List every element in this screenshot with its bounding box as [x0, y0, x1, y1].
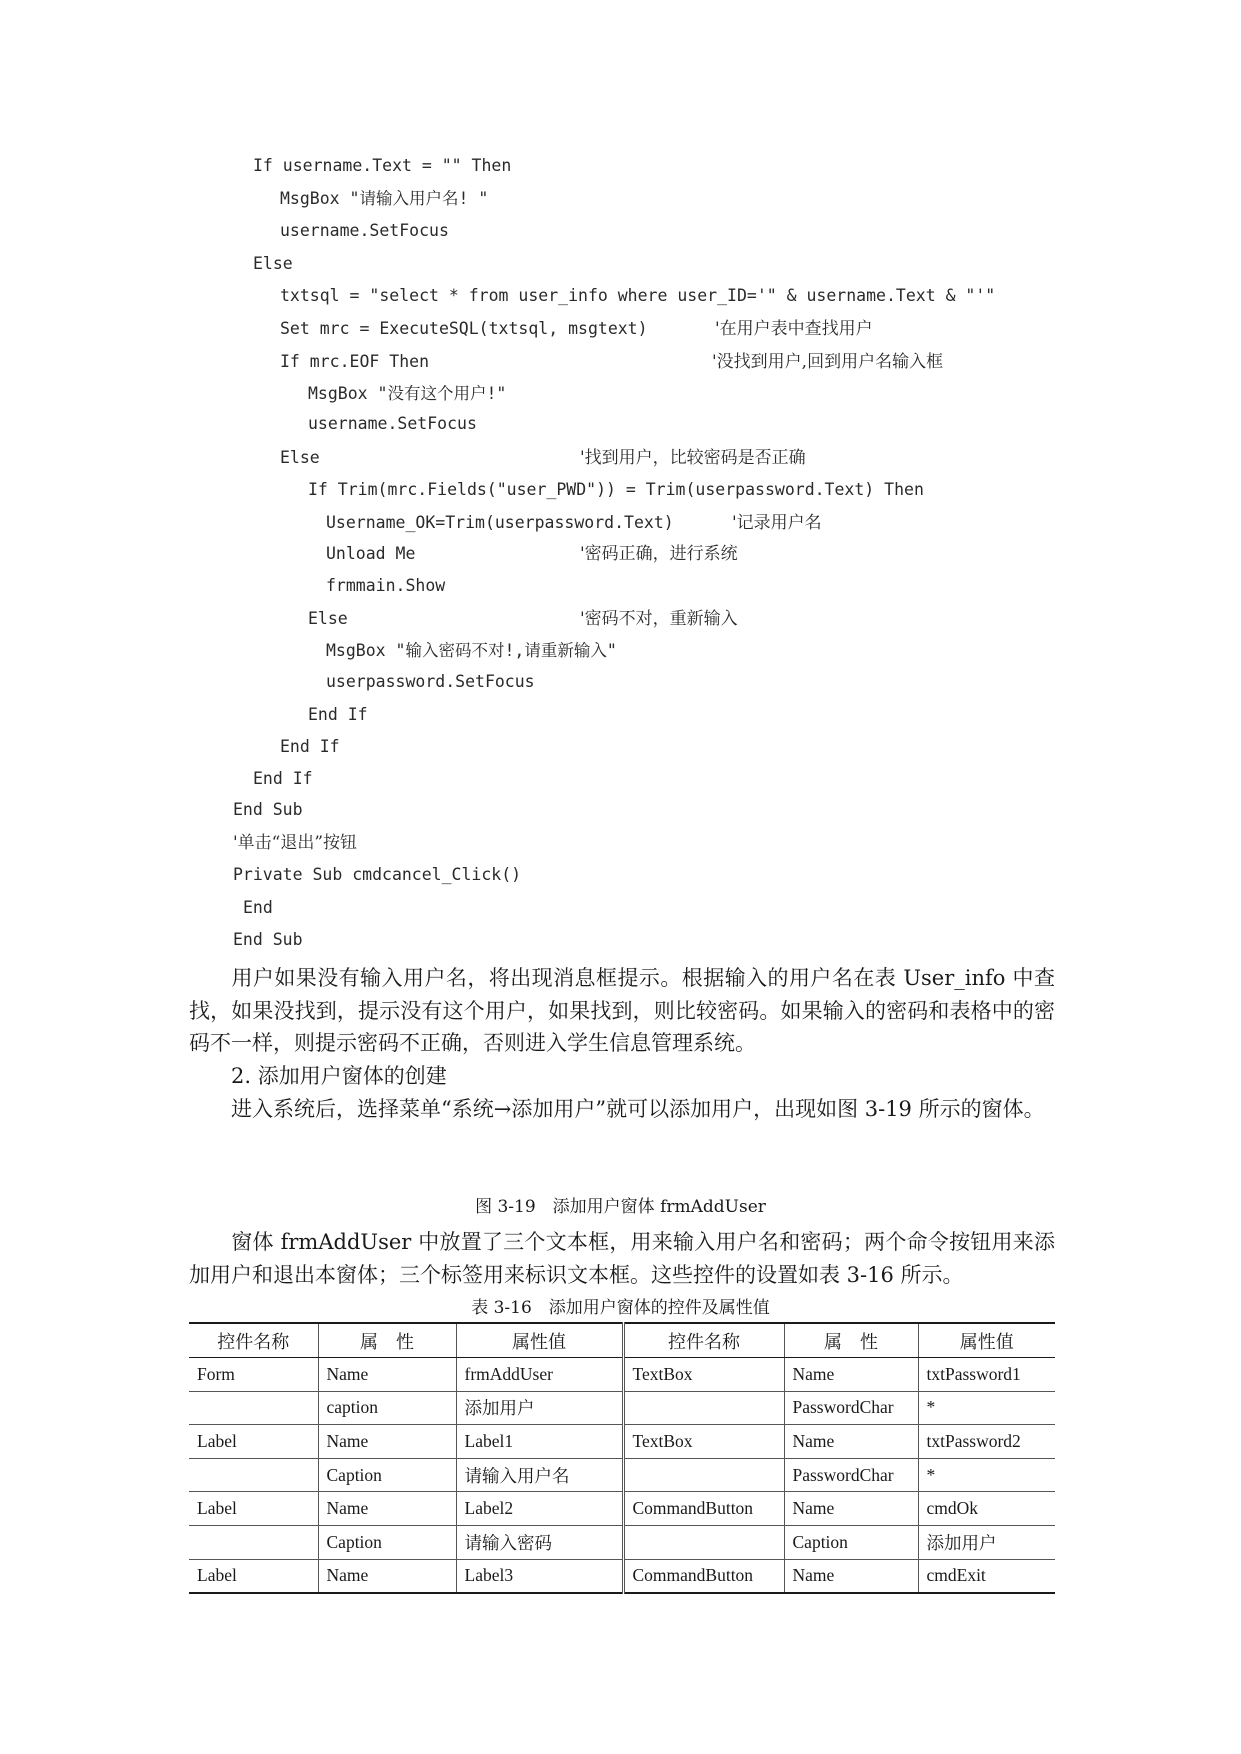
code-text: username.SetFocus	[308, 414, 477, 433]
cell-property-2: Name	[784, 1559, 918, 1593]
code-line	[308, 477, 924, 503]
cell-control-name-2: TextBox	[623, 1358, 784, 1392]
code-text: End If	[253, 769, 313, 788]
code-comment	[732, 510, 822, 536]
paragraph-login-explanation	[189, 962, 1055, 1060]
code-comment-text: '找到用户，比较密码是否正确	[580, 448, 806, 468]
code-text: MsgBox "请输入用户名! "	[280, 189, 489, 208]
cell-property-2: Caption	[784, 1525, 918, 1559]
cell-control-name	[189, 1525, 318, 1559]
code-line	[280, 349, 429, 375]
cell-control-name	[189, 1391, 318, 1425]
cell-property: caption	[318, 1391, 456, 1425]
paragraph-text: 窗体 frmAddUser 中放置了三个文本框，用来输入用户名和密码；两个命令按钮用来添加用户和退出本窗体；三个标签用来标识文本框。这些控件的设置如表 3-16 所示。	[189, 1230, 1055, 1287]
code-comment-text: '没找到用户,回到用户名输入框	[712, 352, 944, 372]
cell-property-value: Label3	[456, 1559, 623, 1593]
cell-property-value: Label1	[456, 1425, 623, 1459]
code-text: If mrc.EOF Then	[280, 352, 430, 371]
code-text: userpassword.SetFocus	[326, 672, 535, 691]
cell-property-value: frmAddUser	[456, 1358, 623, 1392]
cell-property-2: PasswordChar	[784, 1391, 918, 1425]
code-comment-text: '在用户表中查找用户	[715, 319, 873, 339]
header-control-name-2: 控件名称	[623, 1323, 784, 1358]
header-control-name: 控件名称	[189, 1323, 318, 1358]
cell-property-value-2: cmdOk	[918, 1492, 1055, 1526]
cell-control-name: Label	[189, 1492, 318, 1526]
cell-property: Caption	[318, 1458, 456, 1492]
code-comment	[580, 445, 806, 471]
code-comment-text: '密码不对，重新输入	[580, 609, 738, 629]
code-text: End If	[308, 705, 368, 724]
code-line	[233, 927, 303, 953]
header-property-value: 属性值	[456, 1323, 623, 1358]
cell-property-value: 请输入用户名	[456, 1458, 623, 1492]
code-comment	[580, 541, 738, 567]
code-line	[326, 638, 617, 664]
cell-property-value-2: *	[918, 1391, 1055, 1425]
cell-property: Name	[318, 1358, 456, 1392]
cell-property-value-2: *	[918, 1458, 1055, 1492]
code-line	[326, 573, 445, 599]
cell-property-value: 请输入密码	[456, 1525, 623, 1559]
cell-property: Name	[318, 1559, 456, 1593]
code-comment	[233, 830, 357, 856]
cell-control-name-2: CommandButton	[623, 1559, 784, 1593]
table-row	[189, 1425, 1055, 1459]
cell-property-value-2: cmdExit	[918, 1559, 1055, 1593]
code-text: End If	[280, 737, 340, 756]
code-text: End	[243, 898, 273, 917]
table-row	[189, 1358, 1055, 1392]
cell-control-name-2	[623, 1525, 784, 1559]
cell-control-name	[189, 1458, 318, 1492]
table-row	[189, 1458, 1055, 1492]
code-text: txtsql = "select * from user_info where user_ID='" & username.Text & "'"	[280, 286, 996, 305]
cell-property-2: Name	[784, 1358, 918, 1392]
cell-property-value-2: txtPassword2	[918, 1425, 1055, 1459]
code-line	[308, 381, 506, 407]
code-line	[243, 895, 273, 921]
cell-control-name-2: CommandButton	[623, 1492, 784, 1526]
code-text: Else	[308, 609, 348, 628]
table-body	[189, 1358, 1055, 1594]
header-property-value-2: 属性值	[918, 1323, 1055, 1358]
table-header-row	[189, 1323, 1055, 1358]
cell-property-value: 添加用户	[456, 1391, 623, 1425]
code-line	[280, 734, 340, 760]
cell-property-2: Name	[784, 1425, 918, 1459]
table-row	[189, 1492, 1055, 1526]
code-line	[280, 218, 449, 244]
paragraph-text: 进入系统后，选择菜单“系统→添加用户”就可以添加用户，出现如图 3-19 所示的窗体。	[231, 1097, 1045, 1121]
header-property: 属 性	[318, 1323, 456, 1358]
code-text: Set mrc = ExecuteSQL(txtsql, msgtext)	[280, 319, 648, 338]
cell-control-name: Label	[189, 1425, 318, 1459]
cell-control-name-2	[623, 1391, 784, 1425]
cell-property-2: PasswordChar	[784, 1458, 918, 1492]
code-text: username.SetFocus	[280, 221, 449, 240]
cell-property-2: Name	[784, 1492, 918, 1526]
code-comment	[715, 316, 873, 342]
code-text: frmmain.Show	[326, 576, 446, 595]
code-text: End Sub	[233, 930, 303, 949]
code-line	[280, 445, 320, 471]
code-text: Username_OK=Trim(userpassword.Text)	[326, 513, 674, 532]
cell-property: Caption	[318, 1525, 456, 1559]
paragraph-form-controls	[189, 1226, 1055, 1291]
figure-caption: 图 3-19 添加用户窗体 frmAddUser	[475, 1197, 766, 1217]
cell-control-name-2	[623, 1458, 784, 1492]
code-line	[280, 283, 995, 309]
code-text: If Trim(mrc.Fields("user_PWD")) = Trim(userpassword.Text) Then	[308, 480, 924, 499]
code-line	[308, 411, 477, 437]
code-text: MsgBox "没有这个用户!"	[308, 384, 507, 403]
cell-property: Name	[318, 1492, 456, 1526]
code-comment-text: '密码正确，进行系统	[580, 544, 738, 564]
properties-table	[189, 1322, 1055, 1594]
table-caption: 表 3-16 添加用户窗体的控件及属性值	[471, 1298, 770, 1318]
table-row	[189, 1559, 1055, 1593]
code-line	[280, 316, 648, 342]
code-text: If username.Text = "" Then	[253, 156, 512, 175]
code-comment-text: '单击“退出”按钮	[233, 833, 358, 853]
code-line	[308, 606, 348, 632]
code-text: Else	[253, 254, 293, 273]
cell-property: Name	[318, 1425, 456, 1459]
code-text: Private Sub cmdcancel_Click()	[233, 865, 522, 884]
code-line	[280, 186, 488, 212]
table-row	[189, 1391, 1055, 1425]
cell-control-name: Label	[189, 1559, 318, 1593]
code-line	[326, 669, 535, 695]
code-text: Unload Me	[326, 544, 416, 563]
section-heading: 2. 添加用户窗体的创建	[231, 1064, 447, 1088]
code-comment	[712, 349, 943, 375]
code-text: Else	[280, 448, 320, 467]
code-line	[326, 510, 674, 536]
table-row	[189, 1525, 1055, 1559]
code-comment	[580, 606, 738, 632]
code-line	[233, 862, 521, 888]
cell-property-value-2: 添加用户	[918, 1525, 1055, 1559]
cell-control-name-2: TextBox	[623, 1425, 784, 1459]
cell-property-value-2: txtPassword1	[918, 1358, 1055, 1392]
code-comment-text: '记录用户名	[732, 513, 822, 533]
code-line	[326, 541, 415, 567]
code-text: End Sub	[233, 800, 303, 819]
code-line	[233, 797, 303, 823]
paragraph-enter-system	[189, 1093, 1055, 1126]
code-line	[308, 702, 368, 728]
code-line	[253, 251, 293, 277]
code-text: MsgBox "输入密码不对!,请重新输入"	[326, 641, 617, 660]
code-line	[253, 766, 313, 792]
code-line	[253, 153, 511, 179]
cell-control-name: Form	[189, 1358, 318, 1392]
paragraph-text: 用户如果没有输入用户名，将出现消息框提示。根据输入的用户名在表 User_info 中查找，如果没找到，提示没有这个用户，如果找到，则比较密码。如果输入的密码和表格中的密码不一样，则提示密码不正确，否则进入学生信息管理系统。	[189, 966, 1055, 1055]
header-property-2: 属 性	[784, 1323, 918, 1358]
cell-property-value: Label2	[456, 1492, 623, 1526]
